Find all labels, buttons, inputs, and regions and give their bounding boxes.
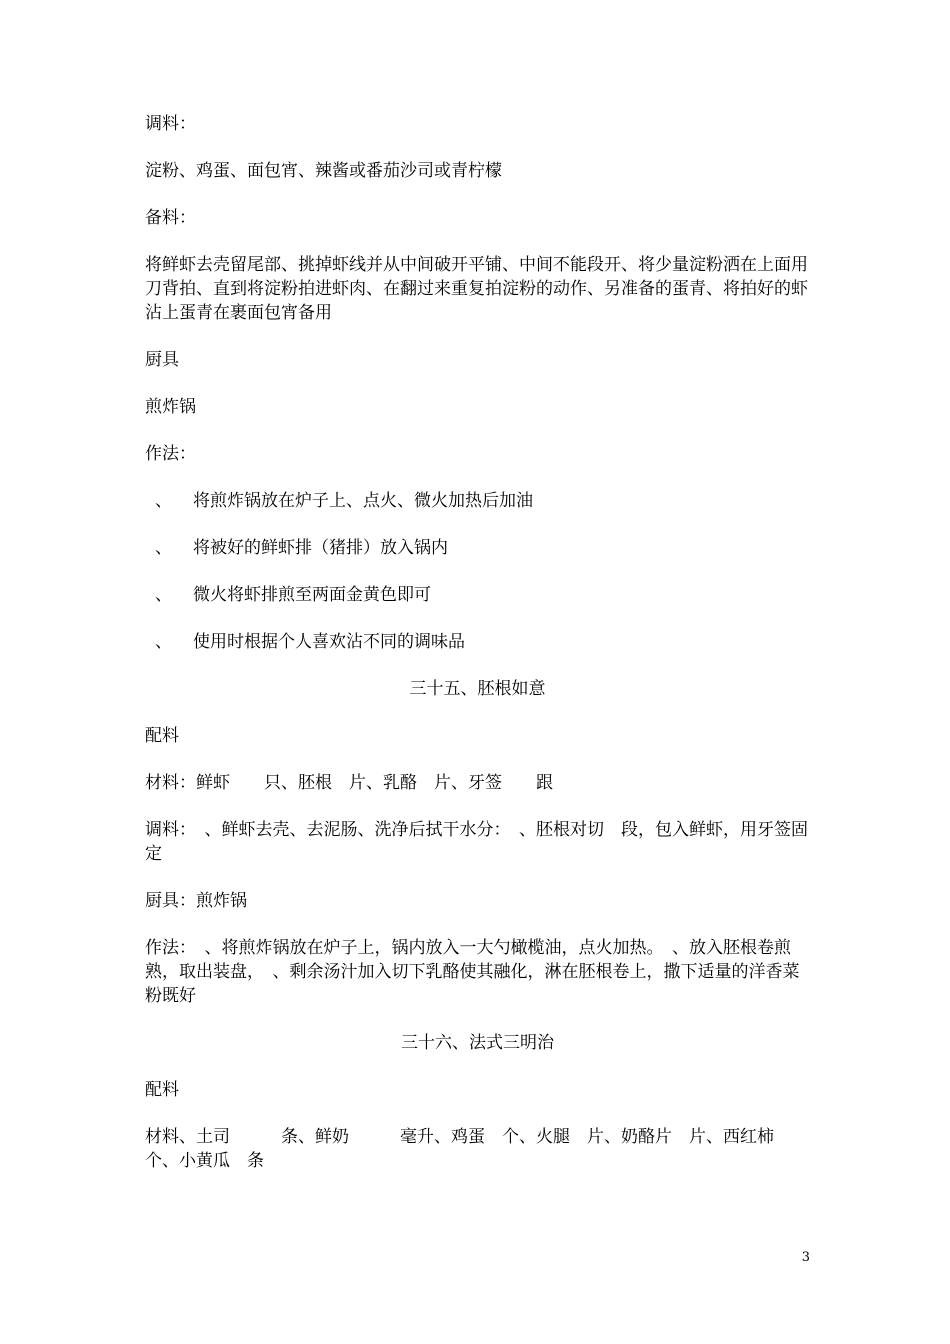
step-marker: 、 xyxy=(155,491,172,511)
step-marker: 、 xyxy=(155,538,172,558)
step-text: 将被好的鲜虾排（猪排）放入锅内 xyxy=(193,538,448,558)
paragraph: 调料： xyxy=(145,114,196,134)
paragraph: 将鲜虾去壳留尾部、挑掉虾线并从中间破开平铺、中间不能段开、将少量淀粉洒在上面用刀背拍、直到将淀粉拍进虾肉、在翻过来重复拍淀粉的动作、另准备的蛋青、将拍好的虾沾上蛋青在裹面包宵备用 xyxy=(145,255,808,323)
paragraph: 备料： xyxy=(145,208,196,228)
paragraph: 厨具 xyxy=(145,350,179,370)
paragraph: 材料、土司 条、鲜奶 毫升、鸡蛋 个、火腿 片、奶酪片 片、西红柿 个、小黄瓜 条 xyxy=(145,1127,791,1171)
paragraph: 材料：鲜虾 只、胚根 片、乳酪 片、牙签 跟 xyxy=(145,773,553,793)
page-number: 3 xyxy=(801,1250,810,1265)
step-text: 使用时根据个人喜欢沾不同的调味品 xyxy=(193,632,465,652)
procedure-step xyxy=(145,583,810,607)
section-heading: 三十六、法式三明治 xyxy=(401,1033,554,1053)
step-text: 微火将虾排煎至两面金黄色即可 xyxy=(193,585,431,605)
paragraph: 煎炸锅 xyxy=(145,397,196,417)
step-text: 将煎炸锅放在炉子上、点火、微火加热后加油 xyxy=(193,491,533,511)
paragraph: 作法： 、将煎炸锅放在炉子上，锅内放入一大勺橄榄油，点火加热。 、放入胚根卷煎熟，取出装盘， 、剩余汤汁加入切下乳酪使其融化，淋在胚根卷上，撒下适量的洋香菜粉既好 xyxy=(145,938,800,1006)
paragraph: 作法： xyxy=(145,444,196,464)
procedure-step xyxy=(145,630,810,654)
paragraph: 配料 xyxy=(145,1080,179,1100)
step-marker: 、 xyxy=(155,632,172,652)
step-marker: 、 xyxy=(155,585,172,605)
paragraph: 厨具：煎炸锅 xyxy=(145,891,247,911)
section-heading: 三十五、胚根如意 xyxy=(409,679,546,699)
paragraph: 淀粉、鸡蛋、面包宵、辣酱或番茄沙司或青柠檬 xyxy=(145,161,502,181)
paragraph: 调料： 、鲜虾去壳、去泥肠、洗净后拭干水分： 、胚根对切 段，包入鲜虾，用牙签固定 xyxy=(145,820,808,864)
paragraph: 配料 xyxy=(145,726,179,746)
procedure-step xyxy=(145,536,810,560)
document-body xyxy=(145,112,810,1196)
procedure-step xyxy=(145,489,810,513)
